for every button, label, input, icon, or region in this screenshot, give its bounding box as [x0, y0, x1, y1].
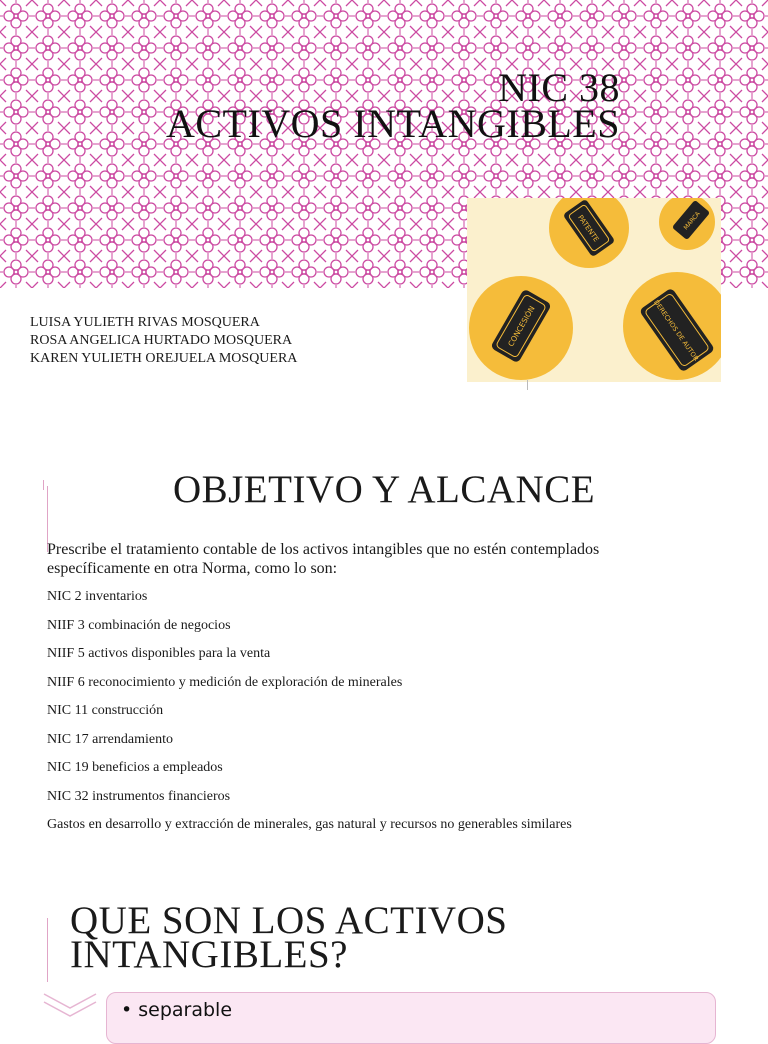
- list-item: NIC 32 instrumentos financieros: [47, 788, 231, 804]
- list-item: NIC 2 inventarios: [47, 589, 148, 604]
- authors-list: [30, 314, 297, 368]
- author-name: ROSA ANGELICA HURTADO MOSQUERA: [30, 333, 293, 348]
- list-item: NIIF 3 combinación de negocios: [47, 617, 231, 633]
- title-line-2: ACTIVOS INTANGIBLES: [165, 101, 620, 146]
- intangible-assets-illustration: [467, 198, 721, 382]
- section-title: OBJETIVO Y ALCANCE: [172, 468, 596, 511]
- list-item: NIIF 5 activos disponibles para la venta: [47, 646, 271, 661]
- title-line-1: NIC 38: [498, 65, 620, 110]
- scope-slide: [0, 460, 768, 880]
- author-name: KAREN YULIETH OREJUELA MOSQUERA: [30, 351, 298, 366]
- standards-list: [47, 588, 572, 845]
- page-title: [165, 65, 620, 146]
- accent-line: [47, 918, 48, 982]
- tag-label: MARCA: [682, 210, 702, 232]
- title-slide: [0, 0, 768, 460]
- intro-paragraph: Prescribe el tratamiento contable de los activos intangibles que no estén contemplados específicamente en otra Norma, como lo son:: [47, 541, 600, 577]
- tag-label: PATENTE: [576, 213, 601, 244]
- definition-slide: [0, 890, 768, 1024]
- author-name: LUISA YULIETH RIVAS MOSQUERA: [30, 315, 260, 330]
- title-line-2: INTANGIBLES?: [70, 933, 348, 976]
- tag-label: CONCESIÓN: [506, 304, 537, 349]
- list-item: Gastos en desarrollo y extracción de minerales, gas natural y recursos no generables similares: [47, 817, 572, 832]
- bullet-item: • separable: [121, 999, 233, 1021]
- tag-label: DERECHOS DE AUTOR: [652, 298, 701, 363]
- divider: [527, 380, 528, 390]
- list-item: NIC 17 arrendamiento: [47, 731, 173, 747]
- list-item: NIIF 6 reconocimiento y medición de exploración de minerales: [47, 674, 403, 690]
- list-item: NIC 11 construcción: [47, 703, 164, 718]
- definition-card: [106, 992, 716, 1044]
- title-line-1: QUE SON LOS ACTIVOS: [70, 899, 508, 942]
- list-item: NIC 19 beneficios a empleados: [47, 760, 223, 775]
- chevron-icon: [40, 992, 100, 1024]
- section-title: [70, 899, 508, 976]
